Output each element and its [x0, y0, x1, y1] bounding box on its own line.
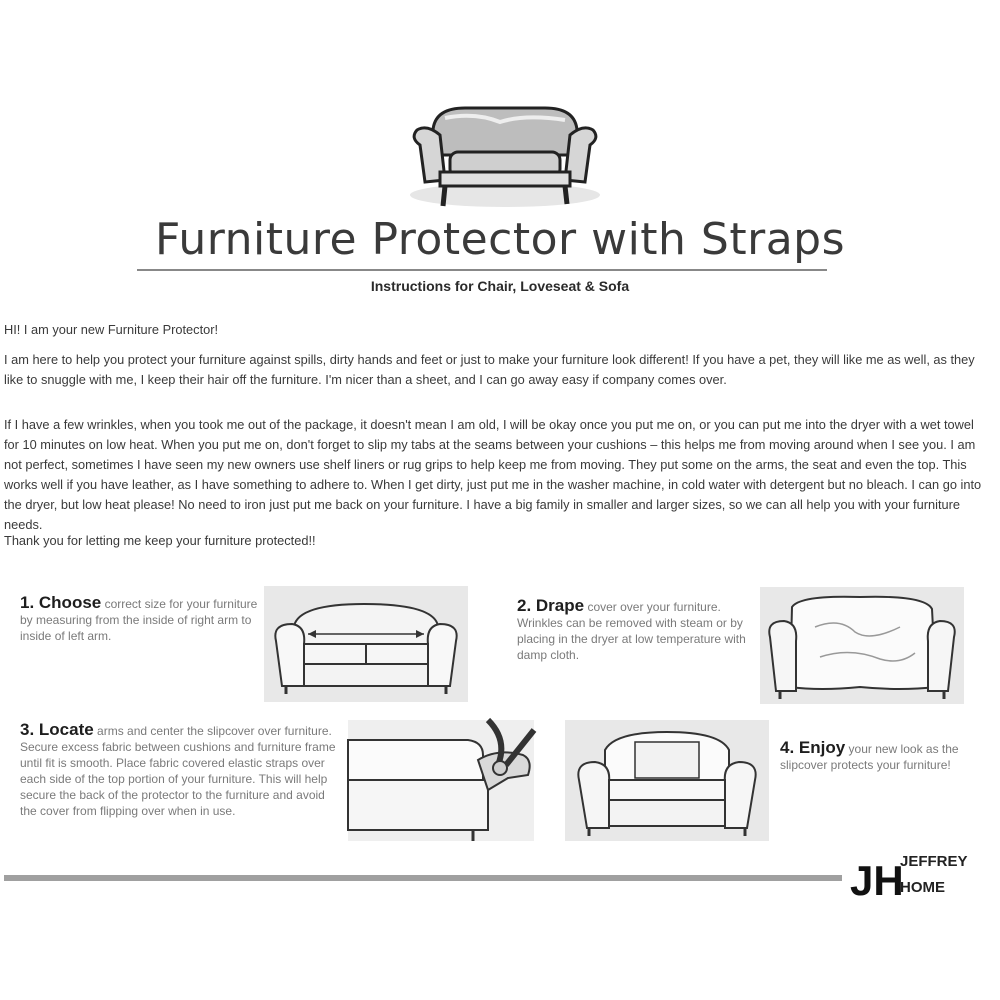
- step-choose: [20, 595, 265, 644]
- sofa-measure-illustration: [264, 586, 468, 702]
- intro-greeting: HI! I am your new Furniture Protector!: [4, 322, 219, 337]
- armchair-illustration: [405, 100, 605, 215]
- step-drape: [517, 598, 755, 663]
- sofa-enjoy-illustration: [565, 720, 769, 841]
- step-text: arms and center the slipcover over furniture. Secure excess fabric between cushions and furniture frame until fit is smooth. Place fabric covered elastic straps over each side of the top portion of your furniture. This will help secure the back of the protector to the furniture and avoid the cover from flipping over when in use.: [20, 724, 336, 818]
- sofa-strap-illustration: [348, 720, 534, 841]
- step-locate: [20, 722, 340, 819]
- step-text: cover over your furniture. Wrinkles can be removed with steam or by placing in the dryer at low temperature with damp cloth.: [517, 600, 746, 662]
- step-text: correct size for your furniture by measuring from the inside of right arm to inside of left arm.: [20, 597, 258, 643]
- brand-line-2: HOME: [900, 879, 945, 896]
- intro-paragraph-2: If I have a few wrinkles, when you took me out of the package, it doesn't mean I am old, I will be okay once you put me on, or you can put me into the dryer with a wet towel for 10 minutes on low heat. When you put me on, don't forget to slip my tabs at the seams between your cushions – this helps me from moving around when I see you. I am not perfect, sometimes I have seen my new owners use shelf liners or rug grips to help keep me from moving. They put some on the arms, the seat and even the top. This works well if you have leather, as I have something to adhere to. When I get dirty, just put me in the washer machine, in cold water with detergent but no bleach. I can go into the dryer, but low heat please! No need to iron just put me back on your furniture. I have a big family in smaller and larger sizes, so we can all help you with your furniture needs.: [4, 417, 982, 532]
- jh-monogram-icon: [850, 855, 904, 904]
- svg-text:JH: JH: [850, 857, 904, 904]
- step-enjoy: [780, 740, 965, 773]
- jeffrey-home-logo: [850, 853, 990, 903]
- title-divider: [137, 269, 827, 271]
- step-title: 2. Drape: [517, 596, 585, 615]
- footer-divider: [4, 875, 842, 881]
- brand-line-1: JEFFREY: [900, 853, 968, 870]
- step-title: 1. Choose: [20, 593, 102, 612]
- step-title: 3. Locate: [20, 720, 94, 739]
- page-title: Furniture Protector with Straps: [154, 214, 846, 265]
- intro-paragraph-1: I am here to help you protect your furniture against spills, dirty hands and feet or just to make your furniture look different! If you have a pet, they will like me as well, as they like to snuggle with me, I keep their hair off the furniture. I'm nicer than a sheet, and I can go away easy if company comes over.: [4, 352, 975, 387]
- intro-closing: Thank you for letting me keep your furniture protected!!: [4, 533, 316, 548]
- sofa-drape-illustration: [760, 587, 964, 704]
- page-subtitle: Instructions for Chair, Loveseat & Sofa: [370, 278, 630, 294]
- step-title: 4. Enjoy: [780, 738, 846, 757]
- step-text: your new look as the slipcover protects your furniture!: [780, 742, 959, 772]
